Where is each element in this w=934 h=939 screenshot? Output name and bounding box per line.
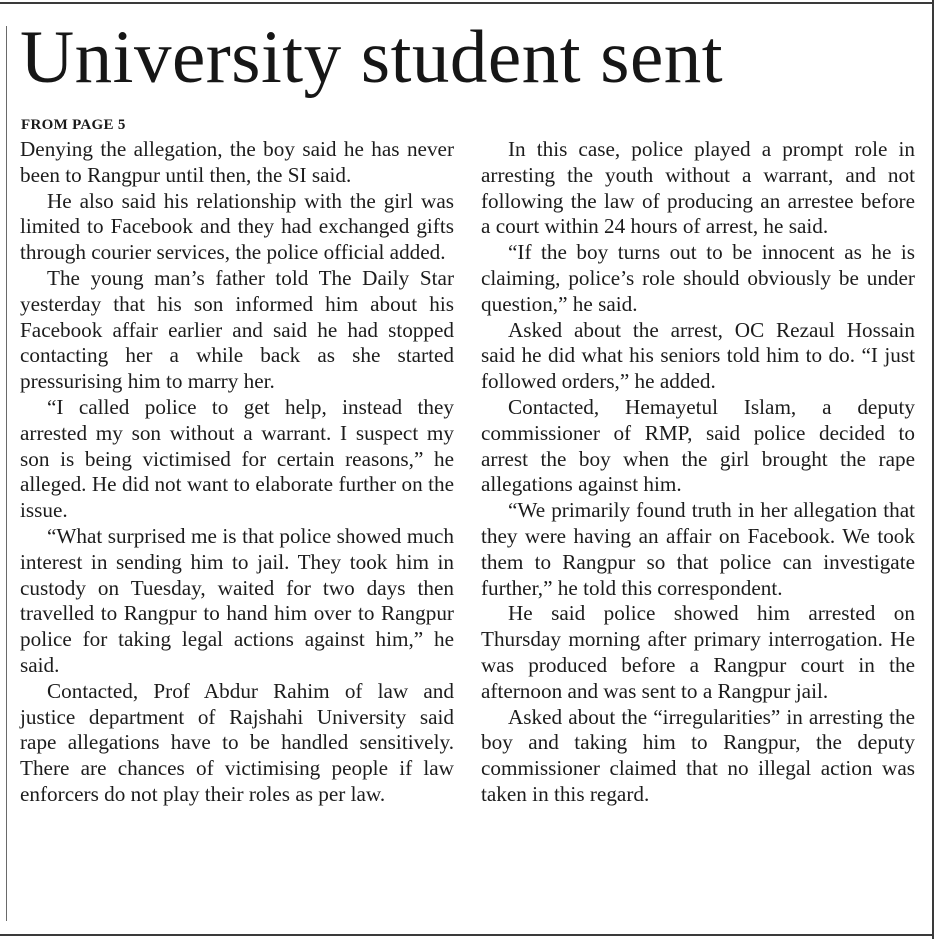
paragraph: Contacted, Hemayetul Islam, a deputy commissioner of RMP, said police decided to arrest the boy when the girl brought the rape allegations against him. (481, 394, 915, 497)
paragraph: He said police showed him arrested on Thursday morning after primary interrogation. He was produced before a Rangpur court in the afternoon and was sent to a Rangpur jail. (481, 601, 915, 703)
article-column-left (20, 137, 454, 808)
paragraph: “What surprised me is that police showed much interest in sending him to jail. They took him in custody on Tuesday, waited for two days then travelled to Rangpur to hand him over to Rangpur police for taking legal actions against him,” he said. (20, 523, 454, 677)
paragraph: Asked about the “irregularities” in arresting the boy and taking him to Rangpur, the deputy commissioner claimed that no illegal action was taken in this regard. (481, 704, 915, 806)
left-border-rule (6, 26, 7, 921)
paragraph: Asked about the arrest, OC Rezaul Hossain said he did what his seniors told him to do. “I just followed orders,” he added. (481, 317, 915, 394)
article-column-right (481, 137, 915, 808)
continued-from-label: FROM PAGE 5 (21, 117, 126, 133)
paragraph: The young man’s father told The Daily Star yesterday that his son informed him about his Facebook affair earlier and said he had stopped contacting her a while back as she started pressurising him to marry her. (20, 265, 454, 394)
bottom-border-rule (0, 934, 934, 936)
paragraph: “If the boy turns out to be innocent as he is claiming, police’s role should obviously be under question,” he said. (481, 240, 915, 316)
top-border-rule (0, 2, 934, 4)
paragraph: In this case, police played a prompt role in arresting the youth without a warrant, and not following the law of producing an arrestee before a court within 24 hours of arrest, he said. (481, 137, 915, 239)
headline: University student sent (20, 16, 724, 99)
paragraph: Denying the allegation, the boy said he has never been to Rangpur until then, the SI said. (20, 137, 454, 187)
paragraph: He also said his relationship with the girl was limited to Facebook and they had exchanged gifts through courier services, the police official added. (20, 188, 454, 265)
paragraph: “I called police to get help, instead they arrested my son without a warrant. I suspect my son is being victimised for certain reasons,” he alleged. He did not want to elaborate further on the issue. (20, 394, 454, 523)
paragraph: Contacted, Prof Abdur Rahim of law and justice department of Rajshahi University said rape allegations have to be handled sensitively. There are chances of victimising people if law enforcers do not play their roles as per law. (20, 678, 454, 806)
paragraph: “We primarily found truth in her allegation that they were having an affair on Facebook. We took them to Rangpur so that police can investigate further,” he told this correspondent. (481, 498, 915, 600)
